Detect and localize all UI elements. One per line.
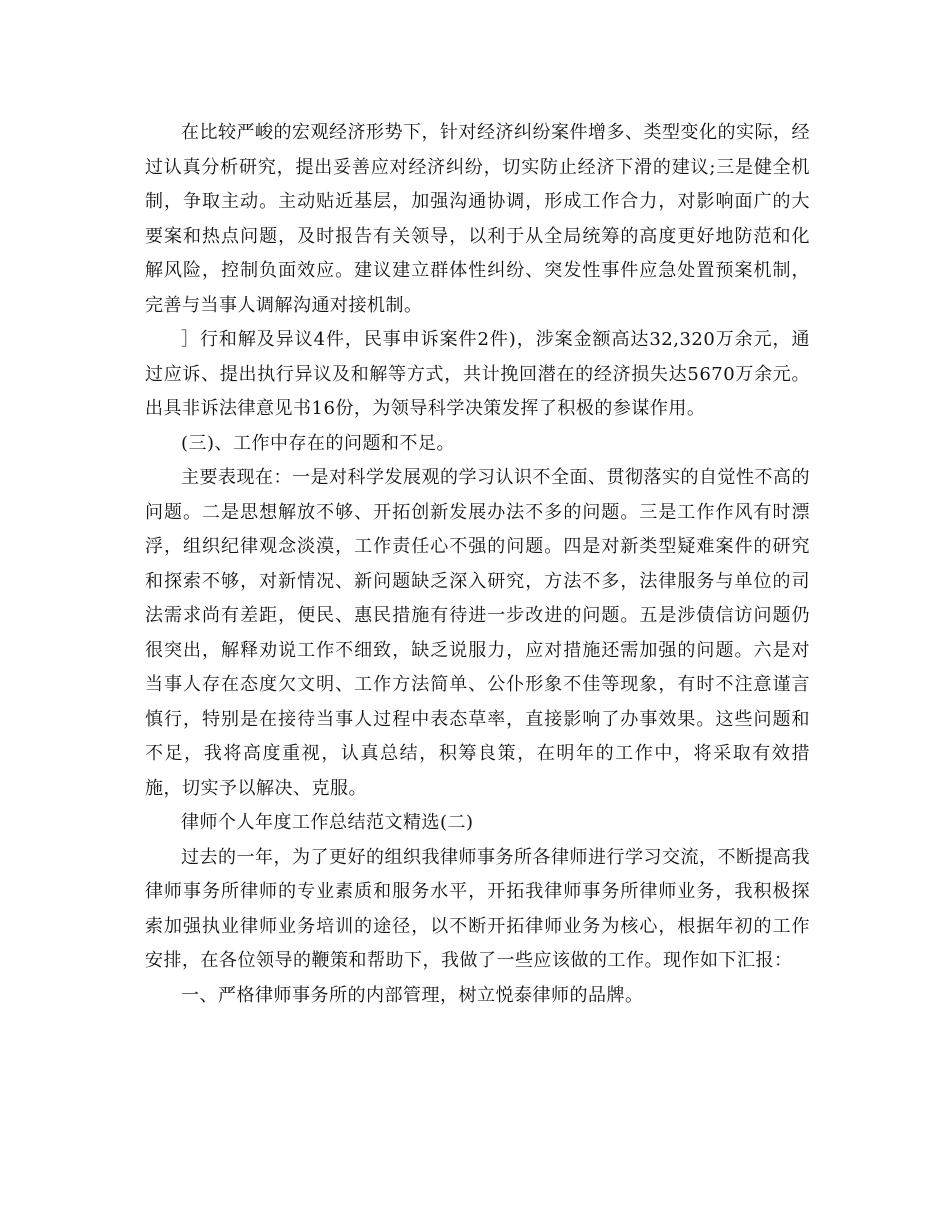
paragraph-problems: 主要表现在：一是对科学发展观的学习认识不全面、贯彻落实的自觉性不高的问题。二是思想解放不够、开拓创新发展办法不多的问题。三是工作作风有时漂浮，组织纪律观念淡漠，工作责任心不强的问题。四是对新类型疑难案件的研究和探索不够，对新情况、新问题缺乏深入研究，方法不多，法律服务与单位的司法需求尚有差距，便民、惠民措施有待进一步改进的问题。五是涉债信访问题仍很突出，解释劝说工作不细致，缺乏说服力，应对措施还需加强的问题。六是对当事人存在态度欠文明、工作方法简单、公仆形象不佳等现象，有时不注意谨言慎行，特别是在接待当事人过程中表态草率，直接影响了办事效果。这些问题和不足，我将高度重视，认真总结，积筹良策，在明年的工作中，将采取有效措施，切实予以解决、克服。 <box>145 467 810 799</box>
section-heading-management: 一、严格律师事务所的内部管理，树立悦泰律师的品牌。 <box>181 984 644 1006</box>
document-body <box>145 116 810 1013</box>
paragraph-review: 过去的一年，为了更好的组织我律师事务所各律师进行学习交流，不断提高我律师事务所律师的专业素质和服务水平，开拓我律师事务所律师业务，我积极探索加强执业律师业务培训的途径，以不断开拓律师业务为核心，根据年初的工作安排，在各位领导的鞭策和帮助下，我做了一些应该做的工作。现作如下汇报： <box>145 846 810 971</box>
paragraph-mechanism: 在比较严峻的宏观经济形势下，针对经济纠纷案件增多、类型变化的实际，经过认真分析研究，提出妥善应对经济纠纷，切实防止经济下滑的建议;三是健全机制，争取主动。主动贴近基层，加强沟通协调，形成工作合力，对影响面广的大要案和热点问题，及时报告有关领导，以利于从全局统筹的高度更好地防范和化解风险，控制负面效应。建议建立群体性纠纷、突发性事件应急处置预案机制，完善与当事人调解沟通对接机制。 <box>145 122 810 316</box>
paragraph-case-results: ］行和解及异议4件，民事申诉案件2件)，涉案金额高达32,320万余元，通过应诉、提出执行异议及和解等方式，共计挽回潜在的经济损失达5670万余元。出具非诉法律意见书16份，为领导科学决策发挥了积极的参谋作用。 <box>145 329 810 419</box>
document-subtitle: 律师个人年度工作总结范文精选(二) <box>181 812 474 833</box>
section-heading-problems: (三)、工作中存在的问题和不足。 <box>181 432 456 454</box>
